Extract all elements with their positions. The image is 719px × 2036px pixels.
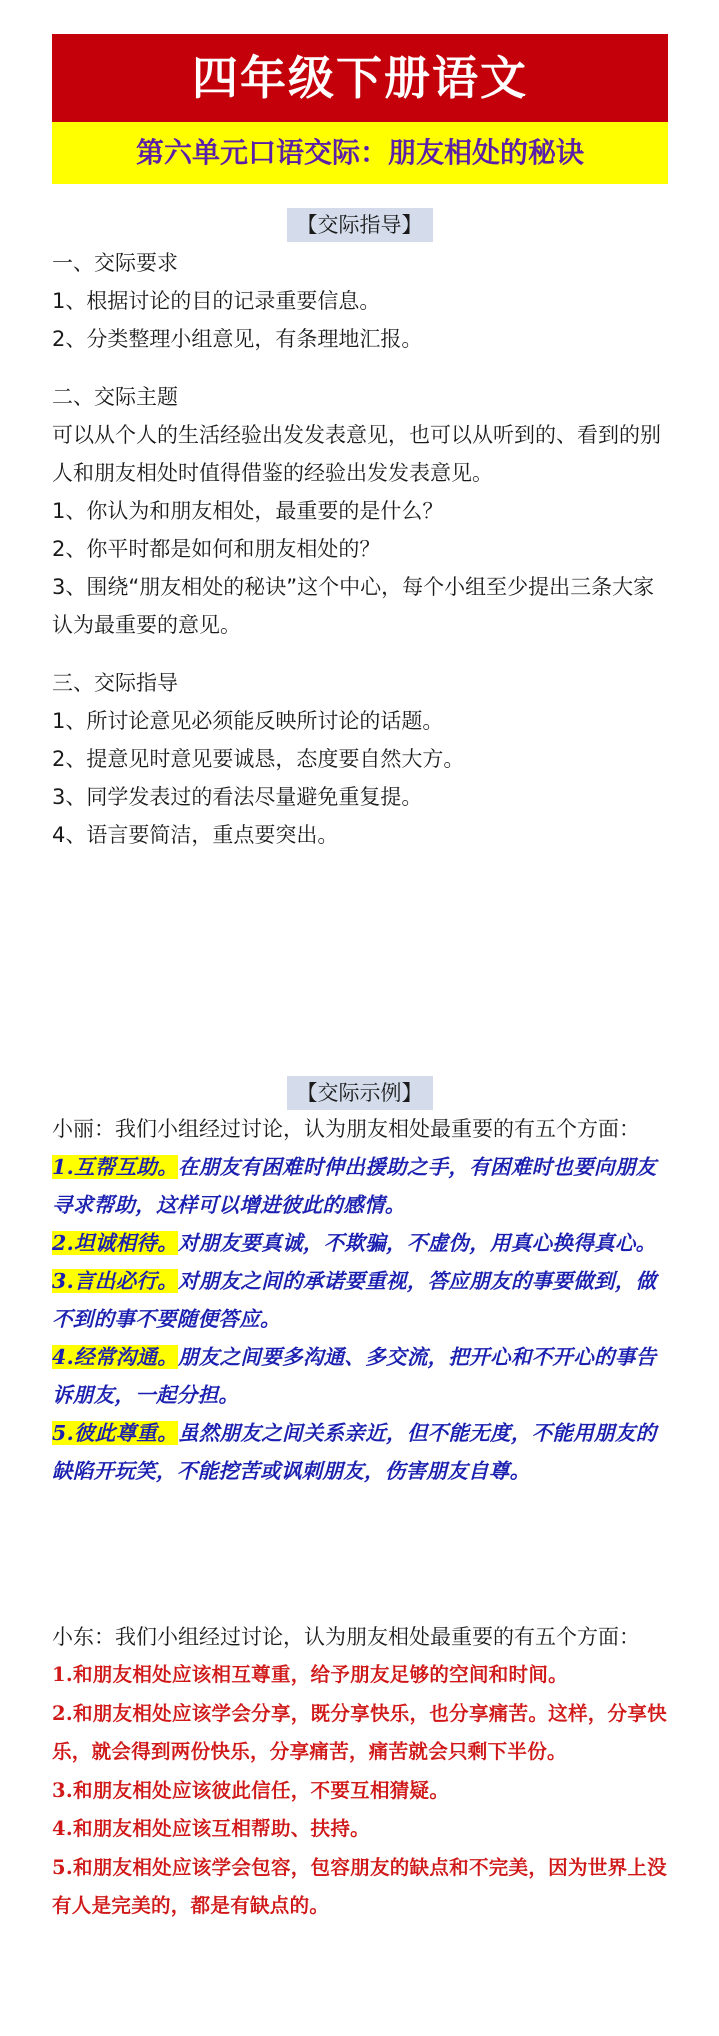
xiaoli-point [52, 1224, 672, 1262]
section-heading-requirements: 一、交际要求 [52, 251, 178, 275]
xiaodong-point: 5.和朋友相处应该学会包容，包容朋友的缺点和不完美，因为世界上没有人是完美的，都是有缺点的。 [52, 1855, 667, 1917]
examples-tag-row [0, 1076, 719, 1110]
guidance-item: 3、同学发表过的看法尽量避免重复提。 [52, 785, 423, 809]
xiaoli-point-text: 在朋友有困难时伸出援助之手，有困难时也要向朋友寻求帮助，这样可以增进彼此的感情。 [52, 1155, 657, 1217]
page-subtitle: 第六单元口语交际：朋友相处的秘诀 [52, 122, 668, 184]
xiaoli-point-text: 对朋友要真诚，不欺骗，不虚伪，用真心换得真心。 [178, 1231, 657, 1255]
guide-tag: 【交际指导】 [287, 208, 433, 242]
xiaoli-point [52, 1148, 672, 1224]
section-heading-guidance: 三、交际指导 [52, 671, 178, 695]
theme-intro: 可以从个人的生活经验出发发表意见，也可以从听到的、看到的别人和朋友相处时值得借鉴的经验出发发表意见。 [52, 423, 661, 485]
xiaoli-point-key: 4.经常沟通。 [52, 1345, 179, 1369]
examples-tag: 【交际示例】 [287, 1076, 433, 1110]
xiaoli-point-text: 虽然朋友之间关系亲近，但不能无度，不能用朋友的缺陷开玩笑，不能挖苦或讽刺朋友，伤害朋友自尊。 [52, 1421, 657, 1483]
xiaoli-point-key: 1.互帮互助。 [52, 1155, 179, 1179]
xiaoli-point [52, 1338, 672, 1414]
page-title: 四年级下册语文 [52, 34, 668, 122]
theme-item: 2、你平时都是如何和朋友相处的？ [52, 537, 381, 561]
xiaoli-intro: 小丽：我们小组经过讨论，认为朋友相处最重要的有五个方面： [52, 1117, 640, 1141]
xiaodong-example [52, 1618, 672, 1926]
xiaoli-point-key: 3.言出必行。 [52, 1269, 179, 1293]
theme-item: 1、你认为和朋友相处，最重要的是什么？ [52, 499, 444, 523]
requirement-item: 1、根据讨论的目的记录重要信息。 [52, 289, 381, 313]
guide-section [52, 244, 672, 854]
theme-item: 3、围绕“朋友相处的秘诀”这个中心，每个小组至少提出三条大家认为最重要的意见。 [52, 575, 655, 637]
xiaodong-intro: 小东：我们小组经过讨论，认为朋友相处最重要的有五个方面： [52, 1625, 640, 1649]
xiaoli-point-text: 对朋友之间的承诺要重视，答应朋友的事要做到，做不到的事不要随便答应。 [52, 1269, 657, 1331]
xiaodong-point: 1.和朋友相处应该相互尊重，给予朋友足够的空间和时间。 [52, 1663, 568, 1686]
requirement-item: 2、分类整理小组意见，有条理地汇报。 [52, 327, 423, 351]
section-heading-theme: 二、交际主题 [52, 385, 178, 409]
xiaoli-point-key: 2.坦诚相待。 [52, 1231, 179, 1255]
xiaoli-point [52, 1414, 672, 1490]
guidance-item: 2、提意见时意见要诚恳，态度要自然大方。 [52, 747, 465, 771]
xiaoli-point-key: 5.彼此尊重。 [52, 1421, 179, 1445]
xiaoli-point-text: 朋友之间要多沟通、多交流，把开心和不开心的事告诉朋友，一起分担。 [52, 1345, 657, 1407]
guidance-item: 1、所讨论意见必须能反映所讨论的话题。 [52, 709, 444, 733]
xiaoli-example [52, 1110, 672, 1490]
xiaodong-point: 4.和朋友相处应该互相帮助、扶持。 [52, 1817, 370, 1840]
xiaodong-point: 2.和朋友相处应该学会分享，既分享快乐，也分享痛苦。这样，分享快乐，就会得到两份快乐，分享痛苦，痛苦就会只剩下半份。 [52, 1701, 667, 1763]
xiaoli-point [52, 1262, 672, 1338]
guide-tag-row [0, 208, 719, 242]
guidance-item: 4、语言要简洁，重点要突出。 [52, 823, 339, 847]
xiaodong-point: 3.和朋友相处应该彼此信任，不要互相猜疑。 [52, 1778, 450, 1802]
